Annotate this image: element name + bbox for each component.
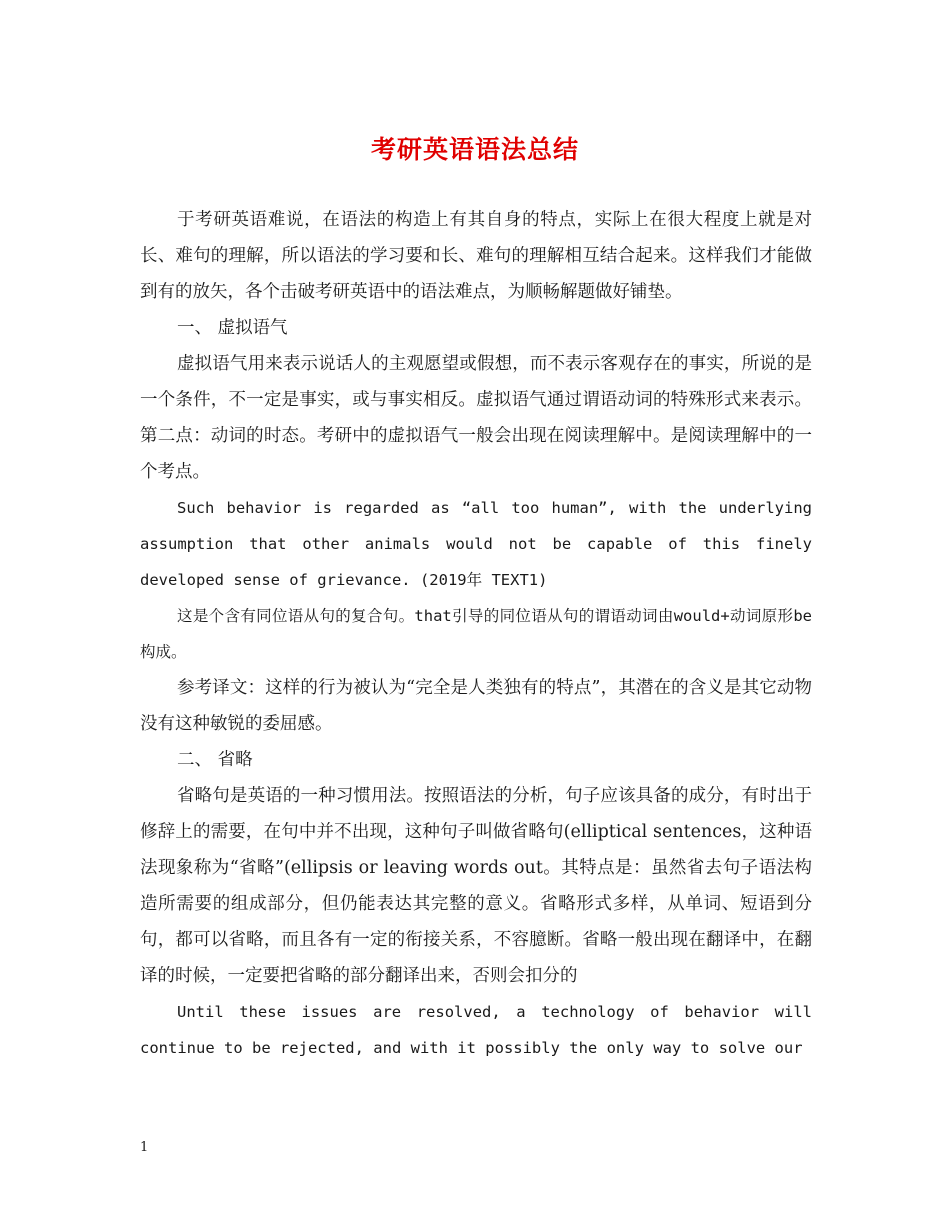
subjunctive-paragraph: 虚拟语气用来表示说话人的主观愿望或假想，而不表示客观存在的事实，所说的是一个条件，不一定是事实，或与事实相反。虚拟语气通过谓语动词的特殊形式来表示。第二点：动词的时态。考研中的虚拟语气一般会出现在阅读理解中。是阅读理解中的一个考点。 bbox=[140, 354, 812, 482]
intro-paragraph: 于考研英语难说，在语法的构造上有其自身的特点，实际上在很大程度上就是对长、难句的理解，所以语法的学习要和长、难句的理解相互结合起来。这样我们才能做到有的放矢，各个击破考研英语中的语法难点，为顺畅解题做好铺垫。 bbox=[140, 210, 812, 302]
reference-translation-1: 参考译文：这样的行为被认为“完全是人类独有的特点”，其潜在的含义是其它动物没有这种敏锐的委屈感。 bbox=[140, 678, 812, 734]
page-number: 1 bbox=[140, 1140, 149, 1155]
example-sentence-1: Such behavior is regarded as “all too human”, with the underlying assumption that other animals would not be capable of this finely developed sense of grievance. (2019年 TEXT1) bbox=[140, 499, 812, 589]
example-sentence-2: Until these issues are resolved, a technology of behavior will continue to be rejected, and with it possibly the only way to solve our bbox=[140, 1003, 812, 1057]
section-heading-subjunctive: 一、 虚拟语气 bbox=[177, 318, 288, 338]
section-heading-ellipsis: 二、 省略 bbox=[177, 750, 253, 770]
document-title: 考研英语语法总结 bbox=[370, 135, 579, 164]
document-body bbox=[140, 202, 812, 1066]
ellipsis-paragraph: 省略句是英语的一种习惯用法。按照语法的分析，句子应该具备的成分，有时出于修辞上的需要，在句中并不出现，这种句子叫做省略句(elliptical sentences，这种语法现象称为“省略”(ellipsis or leaving words out。其特点是：虽然省去句子语法构造所需要的组成部分，但仍能表达其完整的意义。省略形式多样，从单词、短语到分句，都可以省略，而且各有一定的衔接关系，不容臆断。省略一般出现在翻译中，在翻译的时候，一定要把省略的部分翻译出来，否则会扣分的 bbox=[140, 786, 812, 986]
example-analysis-1: 这是个含有同位语从句的复合句。that引导的同位语从句的谓语动词由would+动词原形be构成。 bbox=[140, 607, 812, 661]
